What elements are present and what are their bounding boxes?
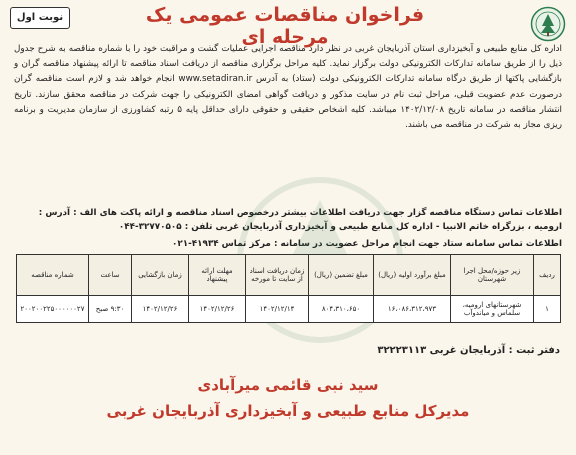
column-header: مبلغ تضمین (ریال)	[309, 255, 374, 296]
column-header: مهلت ارائه پیشنهاد	[189, 255, 246, 296]
tender-table	[16, 254, 561, 323]
column-header: شماره مناقصه	[17, 255, 89, 296]
column-header: زیر حوزه/محل اجرا شهرستان	[451, 255, 534, 296]
table-cell: شهرستانهای ارومیه، سلماس و میاندوآب	[451, 296, 534, 323]
setad-contact-info: اطلاعات تماس سامانه ستاد جهت انجام مراحل عضویت در سامانه : مرکز تماس ۴۱۹۳۴-۰۲۱	[171, 239, 562, 249]
contact-info: اطلاعات تماس دستگاه مناقصه گزار جهت دریافت اطلاعات بیشتر درخصوص اسناد مناقصه و ارائه پاکت های الف : آدرس : ارومیه ، بزرگراه خاتم الانبیا - اداره کل منابع طبیعی و آبخیزداری آذربایجان غربی تلفن : ۳۲۷۷۰۵۰۵-۰۴۴	[38, 208, 562, 232]
page-title: فراخوان مناقصات عمومی یک مرحله ای	[145, 4, 425, 48]
column-header: مبلغ برآورد اولیه (ریال)	[374, 255, 451, 296]
natural-resources-emblem-icon	[530, 6, 566, 42]
column-header: ردیف	[534, 255, 561, 296]
table-cell: ۱۴۰۲/۱۲/۱۴	[246, 296, 309, 323]
round-badge: نوبت اول	[10, 7, 70, 29]
column-header: زمان دریافت اسناد از سایت تا مورخه	[246, 255, 309, 296]
notice-body: اداره کل منابع طبیعی و آبخیزداری استان آذربایجان غربی در نظر دارد مناقصه اجرایی عملیات گشت و مراقبت خود را با شماره مناقصه به شرح جدول ذیل را از طریق سامانه تدارکات الکترونیکی دولت برگزار نماید. کلیه مراحل برگزاری مناقصه از دریافت اسناد مناقصه تا ارائه پیشنهاد مناقصه گران و بازگشایی پاکتها از طریق درگاه سامانه تدارکات الکترونیکی دولت (ستاد) به آدرس www.setadiran.ir انجام خواهد شد و لازم است مناقصه گران درصورت عدم عضویت قبلی، مراحل ثبت نام در سایت مذکور و دریافت گواهی امضای الکترونیکی را جهت شرکت در مناقصه محقق سازند. تاریخ انتشار مناقصه در سامانه تاریخ ۱۴۰۲/۱۲/۰۸ میباشد. کلیه اشخاص حقیقی و حقوقی دارای حداقل پایه ۵ رتبه کشاورزی از سازمان مدیریت و برنامه ریزی مجاز به شرکت در مناقصه می باشند.	[14, 44, 563, 131]
table-header-row	[17, 255, 561, 296]
registry-office: دفتر ثبت : آذربایجان غربی ۳۲۲۲۳۱۱۳	[377, 345, 560, 356]
table-cell: ۹:۳۰ صبح	[89, 296, 132, 323]
table-cell: ۱۴۰۲/۱۲/۲۶	[189, 296, 246, 323]
signature-title: مدیرکل منابع طبیعی و آبخیزداری آذربایجان غربی	[106, 402, 470, 420]
table-cell: ۱	[534, 296, 561, 323]
table-cell: ۲۰۰۲۰۰۲۲۵۰۰۰۰۰۰۲۷	[17, 296, 89, 323]
signature-name: سید نبی قائمی میرآبادی	[197, 376, 379, 394]
table-cell: ۱۴۰۲/۱۲/۲۶	[132, 296, 189, 323]
column-header: زمان بازگشایی	[132, 255, 189, 296]
table-row	[17, 296, 561, 323]
table-cell: ۱۶،۰۸۶،۳۱۲،۹۷۳	[374, 296, 451, 323]
column-header: ساعت	[89, 255, 132, 296]
table-cell: ۸۰۴،۳۱۰،۶۵۰	[309, 296, 374, 323]
